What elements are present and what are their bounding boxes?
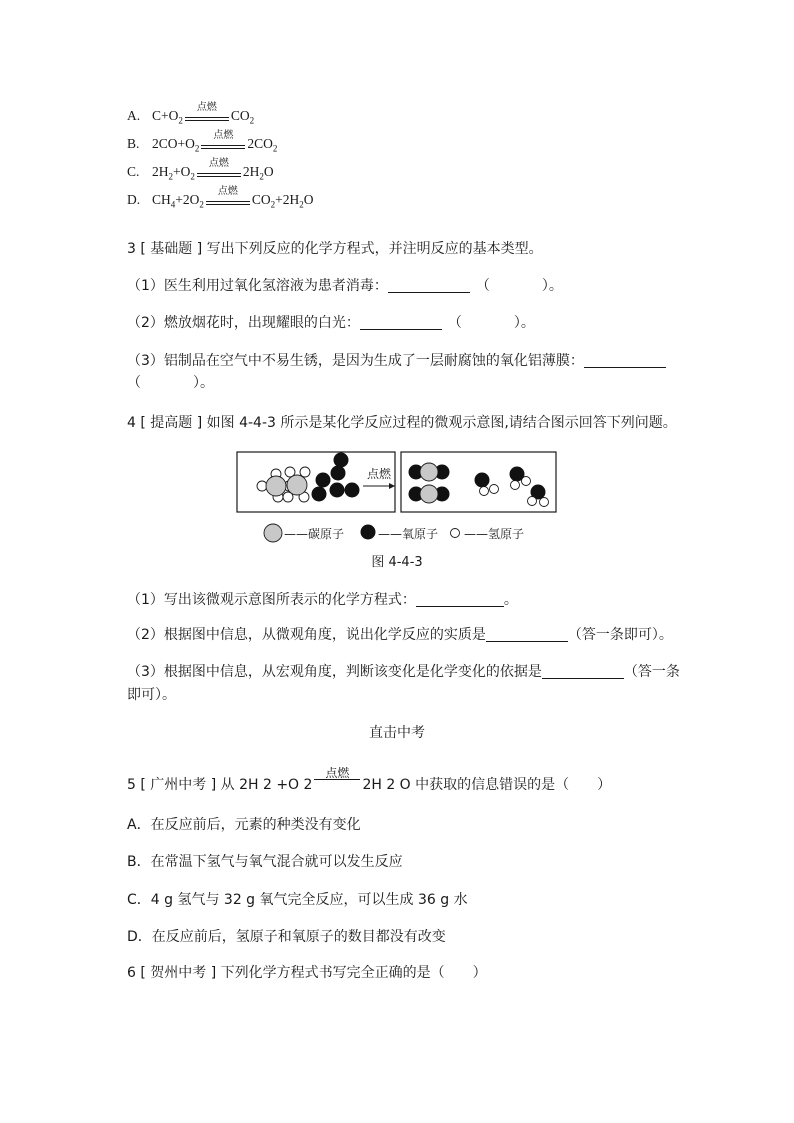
q5-equation-right: 2H 2 O 中获取的信息错误的是（ ）	[362, 777, 612, 793]
option-c	[127, 158, 274, 182]
legend-carbon: ——碳原子	[284, 527, 345, 541]
subscript: 4	[170, 199, 176, 210]
reaction-arrow	[185, 102, 229, 122]
q3-part-2	[127, 312, 535, 332]
q4-part-3-end: （答一条	[623, 664, 680, 680]
q4-part-3-cont: 即可）。	[127, 687, 176, 703]
q3-part-2-text: （2）燃放烟花时，出现耀眼的白光：	[127, 315, 360, 331]
q4-part-1	[127, 589, 518, 609]
section-title: 直击中考	[369, 725, 425, 741]
subscript: 2	[178, 115, 183, 126]
paren-close: ）。	[541, 278, 563, 294]
answer-blank[interactable]	[416, 592, 504, 607]
answer-blank[interactable]	[542, 664, 624, 679]
q4-part-2-text: （2）根据图中信息，从微观角度，说出化学反应的实质是	[127, 627, 486, 643]
q4-heading: 4 [ 提高题 ] 如图 4-4-3 所示是某化学反应过程的微观示意图,请结合图示回答下列问题。	[127, 415, 677, 431]
q4-part-2-end: （答一条即可）。	[567, 627, 673, 643]
answer-blank[interactable]	[584, 353, 666, 368]
product: +2H	[275, 192, 300, 207]
condition: 点燃	[325, 766, 350, 780]
option-b	[127, 130, 278, 154]
reactant: C+O	[152, 108, 179, 123]
paren-close: ）。	[513, 315, 535, 331]
subscript: 2	[194, 143, 200, 154]
paren-close: ）。	[193, 375, 214, 391]
q5-option-d: D．在反应前后，氢原子和氧原子的数目都没有改变	[127, 929, 446, 945]
q3-heading: 3 [ 基础题 ] 写出下列反应的化学方程式，并注明反应的基本类型。	[127, 241, 543, 257]
product: 2H	[242, 164, 260, 179]
subscript: 2	[199, 199, 204, 210]
q3-part-3-paren	[127, 372, 214, 392]
subscript: 2	[272, 143, 278, 154]
q3-part-1-text: （1）医生利用过氧化氢溶液为患者消毒：	[127, 278, 388, 294]
hydrogen-atom-icon	[451, 529, 460, 538]
option-d	[127, 186, 314, 210]
subscript: 2	[249, 115, 255, 126]
condition: 点燃	[213, 130, 234, 141]
diagram-legend	[264, 524, 524, 542]
q4-part-3	[127, 661, 680, 681]
answer-blank[interactable]	[388, 278, 470, 293]
product: O	[303, 192, 314, 207]
condition: 点燃	[217, 186, 238, 197]
condition: 点燃	[208, 158, 229, 169]
product: 2CO	[247, 136, 273, 151]
figure-caption: 图 4-4-3	[371, 555, 423, 570]
subscript: 2	[259, 171, 264, 182]
q4-part-2	[127, 624, 673, 644]
q4-part-3-text: （3）根据图中信息，从宏观角度，判断该变化是化学变化的依据是	[127, 664, 542, 680]
subscript: 2	[299, 199, 304, 210]
reaction-arrow	[201, 130, 245, 150]
q4-part-1-text: （1）写出该微观示意图所表示的化学方程式：	[127, 592, 416, 608]
option-label: A.	[127, 108, 141, 123]
product: CO	[251, 192, 271, 207]
option-a	[127, 102, 255, 126]
reactant: +O	[173, 164, 191, 179]
reactant: CH	[152, 192, 171, 207]
q3-part-3-text: （3）铝制品在空气中不易生锈，是因为生成了一层耐腐蚀的氧化铝薄膜：	[127, 353, 584, 369]
reactant: 2CO+O	[152, 136, 195, 151]
option-label: C.	[127, 164, 140, 179]
q5-option-b: B．在常温下氢气与氧气混合就可以发生反应	[127, 854, 403, 870]
q3-part-1	[127, 275, 563, 295]
reaction-diagram	[235, 450, 560, 550]
oxygen-atom-icon	[361, 525, 376, 540]
carbon-atom-icon	[264, 524, 282, 542]
option-label: B.	[127, 136, 140, 151]
subscript: 2	[190, 171, 195, 182]
product: CO	[230, 108, 250, 123]
answer-blank[interactable]	[360, 315, 442, 330]
product: O	[263, 164, 274, 179]
subscript: 2	[270, 199, 276, 210]
legend-hydrogen: ——氢原子	[464, 527, 525, 541]
reactant: 2H	[152, 164, 169, 179]
legend-oxygen: ——氧原子	[378, 527, 439, 541]
co2-molecule	[409, 463, 450, 481]
reactant: +2O	[175, 192, 200, 207]
reaction-arrow	[197, 158, 241, 178]
q4-part-1-end: 。	[503, 592, 518, 608]
reaction-arrow	[314, 766, 360, 791]
q5-heading	[127, 766, 612, 794]
q5-equation-left: 5 [ 广州中考 ] 从 2H 2 +O 2	[127, 777, 313, 793]
option-label: D.	[127, 192, 141, 207]
q5-option-a: A．在反应前后，元素的种类没有变化	[127, 817, 361, 833]
paren-open: （	[447, 315, 462, 331]
co2-molecule	[409, 485, 450, 503]
arrow-label: 点燃	[366, 467, 392, 481]
condition: 点燃	[196, 102, 217, 113]
subscript: 2	[168, 171, 173, 182]
paren-open: （	[475, 278, 490, 294]
q6-heading: 6 [ 贺州中考 ] 下列化学方程式书写完全正确的是（ ）	[127, 965, 487, 981]
answer-blank[interactable]	[486, 627, 568, 642]
reaction-arrow	[206, 186, 250, 206]
paren-open: （	[127, 375, 141, 391]
q3-part-3	[127, 350, 666, 370]
q5-option-c: C．4 g 氢气与 32 g 氧气完全反应，可以生成 36 g 水	[127, 892, 468, 908]
